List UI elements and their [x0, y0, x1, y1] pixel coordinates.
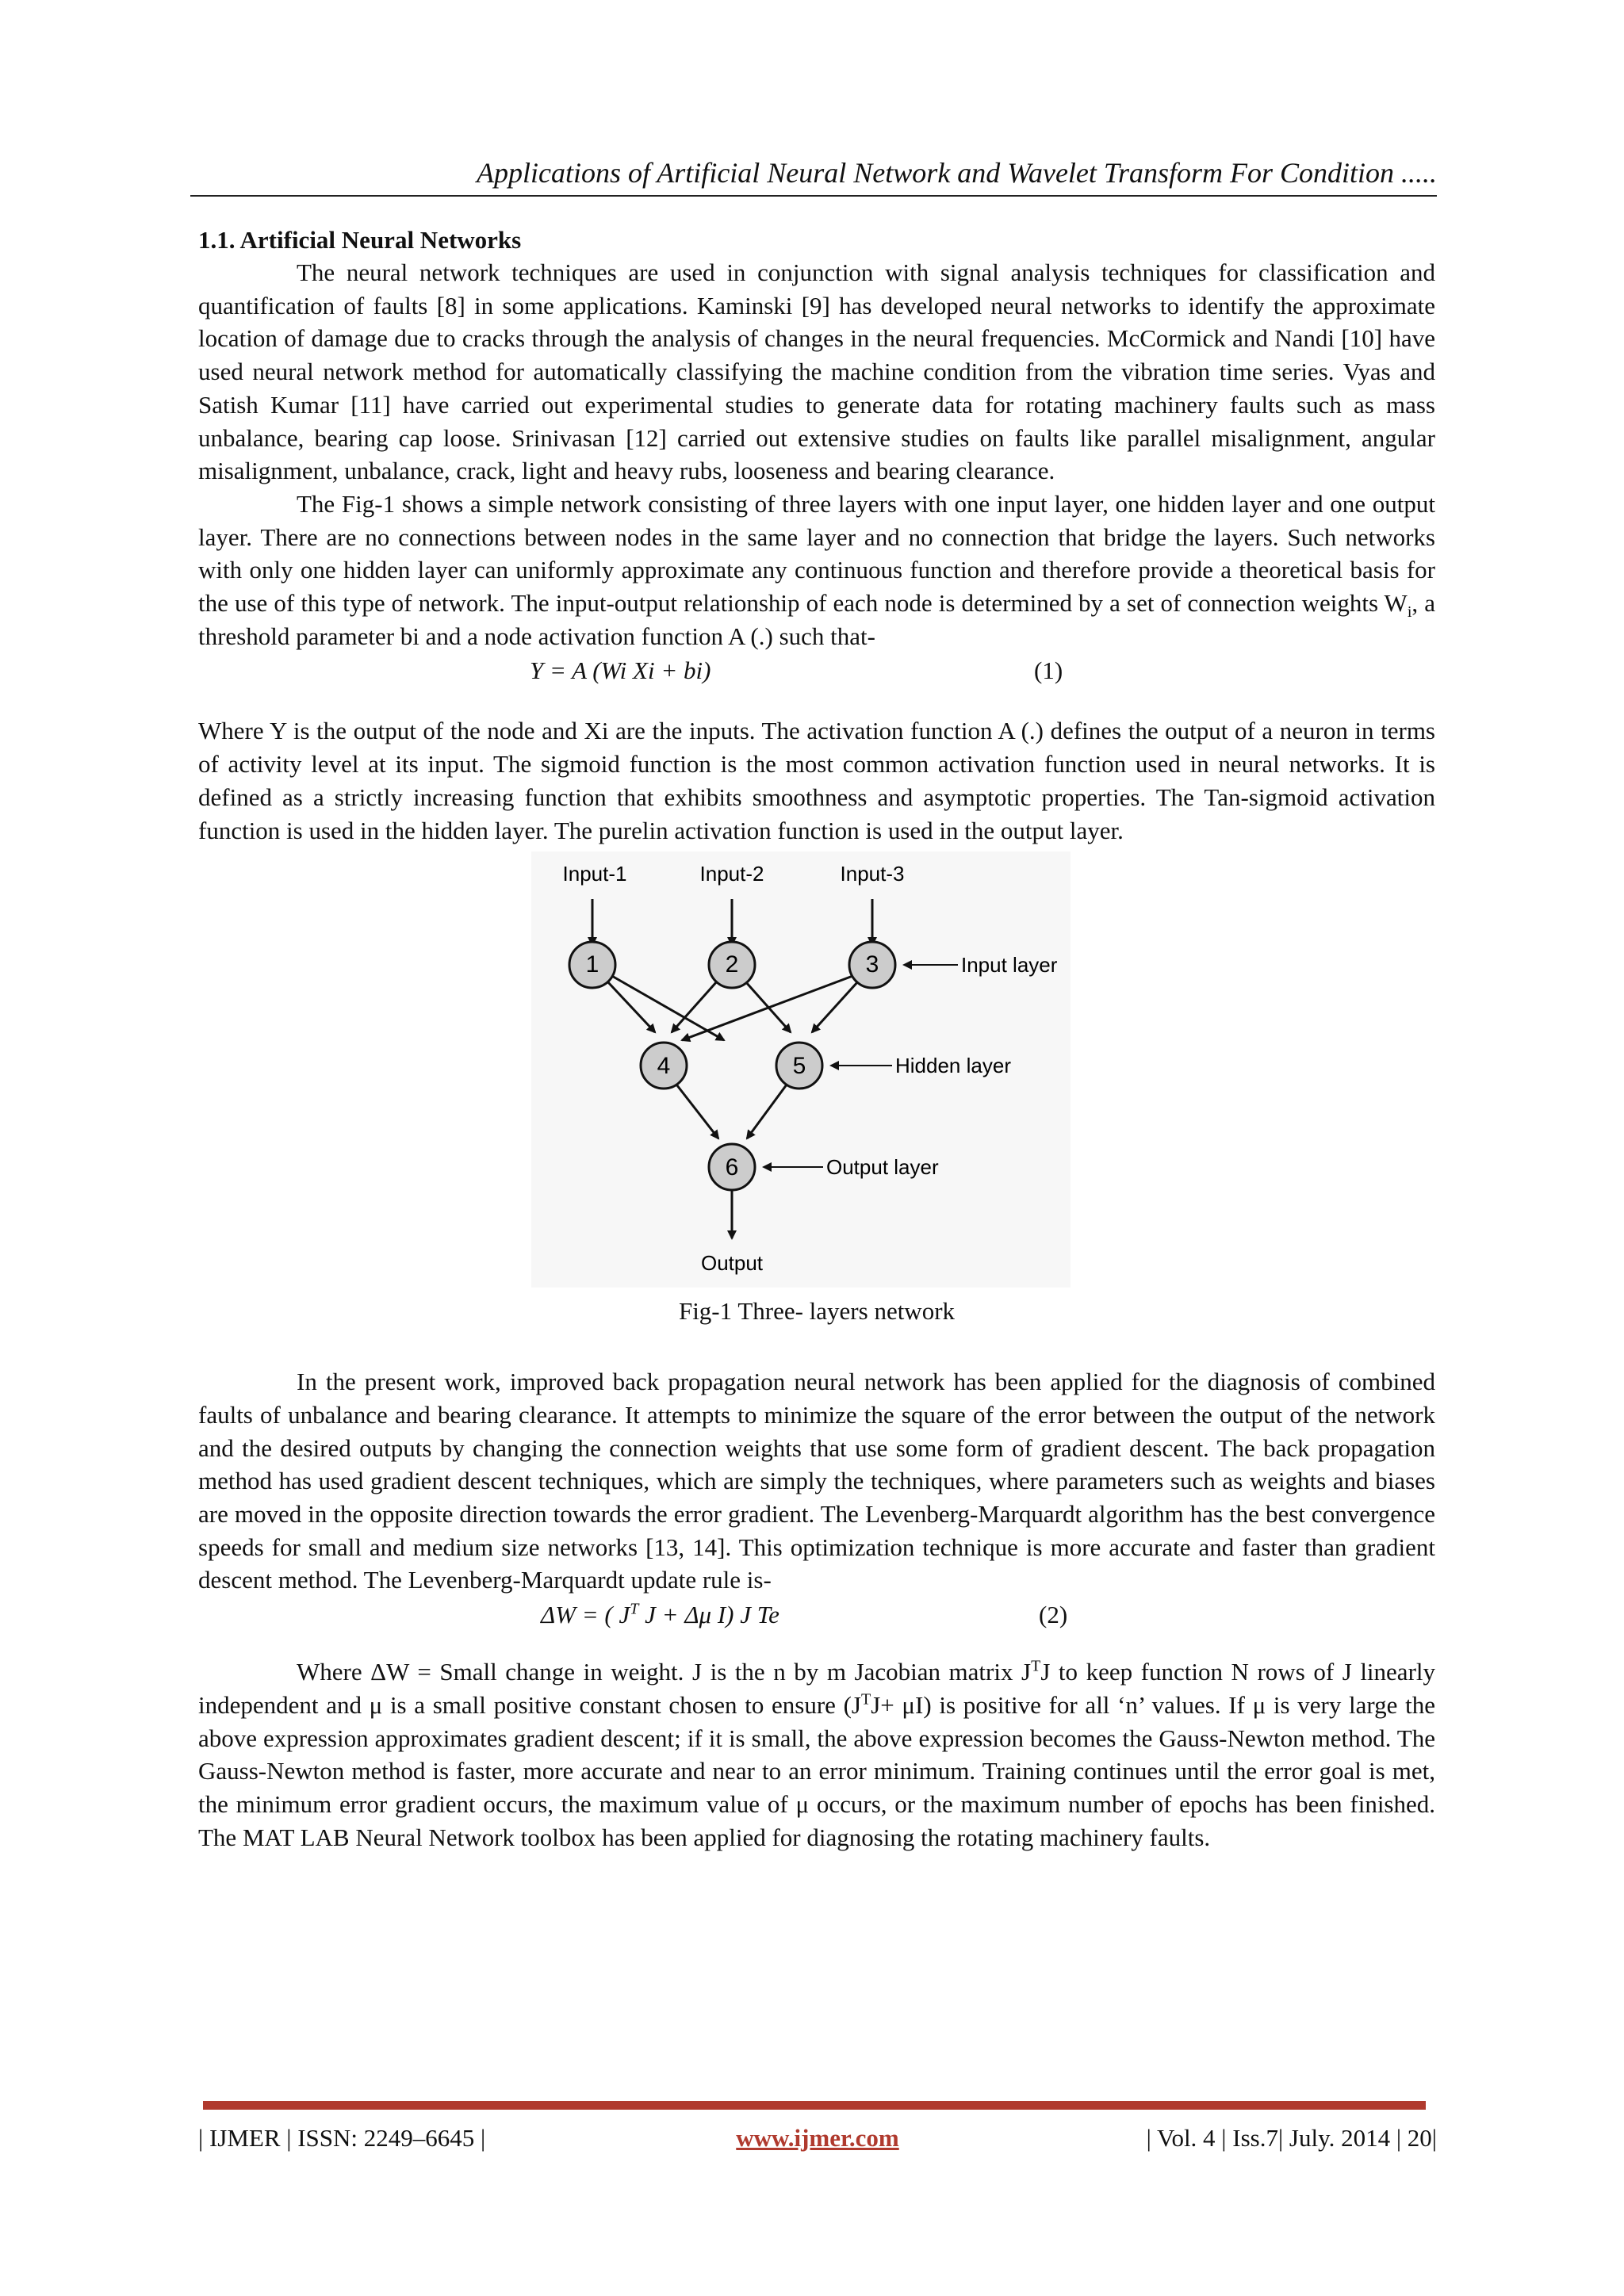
spacer — [198, 1327, 1435, 1365]
equation-2-part-b: J + Δμ I) J Te — [638, 1601, 779, 1629]
paragraph-2 — [198, 488, 1435, 653]
footer-website-link[interactable]: www.ijmer.com — [736, 2124, 899, 2152]
output-label: Output — [700, 1251, 764, 1276]
footer-rule — [203, 2101, 1426, 2110]
node-6-label: 6 — [725, 1154, 739, 1181]
input-1-label: Input-1 — [562, 862, 627, 886]
paragraph-5 — [198, 1655, 1435, 1854]
node-5-label: 5 — [792, 1053, 806, 1080]
superscript-t-2: T — [860, 1690, 871, 1709]
node-4-label: 4 — [657, 1053, 671, 1080]
superscript-t-1: T — [1031, 1657, 1041, 1675]
input-2-label: Input-2 — [699, 862, 764, 886]
paragraph-2-tail: , a threshold parameter bi and a node activation function A (.) such that- — [198, 589, 1435, 650]
paragraph-5-a: Where ΔW = Small change in weight. J is the n by m Jacobian matrix J — [297, 1658, 1032, 1686]
equation-2-superscript: T — [630, 1600, 639, 1618]
footer-volume-info: | Vol. 4 | Iss.7| July. 2014 | 20| — [1146, 2124, 1437, 2152]
hidden-layer-label: Hidden layer — [895, 1054, 1011, 1078]
main-content — [198, 224, 1435, 1854]
spacer — [198, 1636, 1435, 1655]
paragraph-3: Where Y is the output of the node and Xi are the inputs. The activation function A (.) defines the output of a neuron in terms of activity level at its input. The sigmoid function is the most common activation function used in neural networks. It is defined as a strictly increasing function that exhibits smoothness and asymptotic properties. The Tan-sigmoid activation function is used in the hidden layer. The purelin activation function is used in the output layer. — [198, 717, 1435, 844]
paragraph-5-c: J+ μI) is positive for all ‘n’ values. If μ is very large the above expression approximates gradient descent; if it is small, the above expression becomes the Gauss-Newton method. The Gauss-Newton method is faster, more accurate and near to an error minimum. Training continues until the error goal is met, the minimum error gradient occurs, the maximum value of μ occurs, or the maximum number of epochs has been finished. The MAT LAB Neural Network toolbox has been applied for diagnosing the rotating machinery faults. — [198, 1690, 1435, 1851]
input-3-label: Input-3 — [840, 862, 905, 886]
weight-subscript: i — [1407, 603, 1412, 622]
equation-2-number: (2) — [1039, 1601, 1068, 1629]
paragraph-4: In the present work, improved back propagation neural network has been applied for the diagnosis of combined faults of unbalance and bearing clearance. It attempts to minimize the square of the error between the output of the network and the desired outputs by changing the connection weights that use some form of gradient descent. The back propagation method has used gradient descent techniques, which are simply the techniques, where parameters such as weights and biases are moved in the opposite direction towards the error gradient. The Levenberg-Marquardt algorithm has the best convergence speeds for small and medium size networks [13, 14]. This optimization technique is more accurate and faster than gradient descent method. The Levenberg-Marquardt update rule is- — [198, 1368, 1435, 1594]
equation-2 — [198, 1597, 1435, 1636]
paragraph-2-text: The Fig-1 shows a simple network consisting of three layers with one input layer, one hidden layer and one output layer. There are no connections between nodes in the same layer and no connection that bridge the layers. Such networks with only one hidden layer can uniformly approximate any continuous function and therefore provide a theoretical basis for the use of this type of network. The input-output relationship of each node is determined by a set of connection weights W — [198, 489, 1435, 618]
header-rule — [190, 195, 1437, 197]
figure-caption: Fig-1 Three- layers network — [678, 1297, 956, 1326]
running-header: Applications of Artificial Neural Network and Wavelet Transform For Condition ..... — [476, 157, 1437, 189]
equation-2-body — [541, 1597, 779, 1633]
input-layer-label: Input layer — [961, 953, 1058, 978]
output-layer-label: Output layer — [826, 1155, 939, 1180]
equation-2-part-a: ΔW = ( J — [541, 1601, 630, 1629]
equation-1-number: (1) — [1034, 656, 1063, 685]
node-1-label: 1 — [585, 951, 599, 978]
footer-journal-info: | IJMER | ISSN: 2249–6645 | — [198, 2124, 486, 2152]
equation-1 — [198, 652, 1435, 692]
node-2-label: 2 — [725, 951, 739, 978]
figure-three-layer-network — [198, 851, 1435, 1288]
node-3-label: 3 — [865, 951, 879, 978]
equation-1-body: Y = A (Wi Xi + bi) — [530, 656, 711, 685]
paragraph-1: The neural network techniques are used in conjunction with signal analysis techniques for classification and quantification of faults [8] in some applications. Kaminski [9] has developed neural networks to identify the approximate location of damage due to cracks through the analysis of changes in the neural frequencies. McCormick and Nandi [10] have used neural network method for automatically classifying the machine condition from the vibration time series. Vyas and Satish Kumar [11] have carried out experimental studies to generate data for rotating machinery faults such as mass unbalance, bearing cap loose. Srinivasan [12] carried out extensive studies on faults like parallel misalignment, angular misalignment, unbalance, crack, light and heavy rubs, looseness and bearing clearance. — [198, 258, 1435, 485]
section-heading: 1.1. Artificial Neural Networks — [198, 226, 522, 254]
spacer — [198, 692, 1435, 714]
network-diagram — [531, 851, 1071, 1288]
paragraph-5-b: J to keep function N rows of J linearly independent and μ is a small positive constant chosen to ensure (J — [198, 1658, 1436, 1719]
